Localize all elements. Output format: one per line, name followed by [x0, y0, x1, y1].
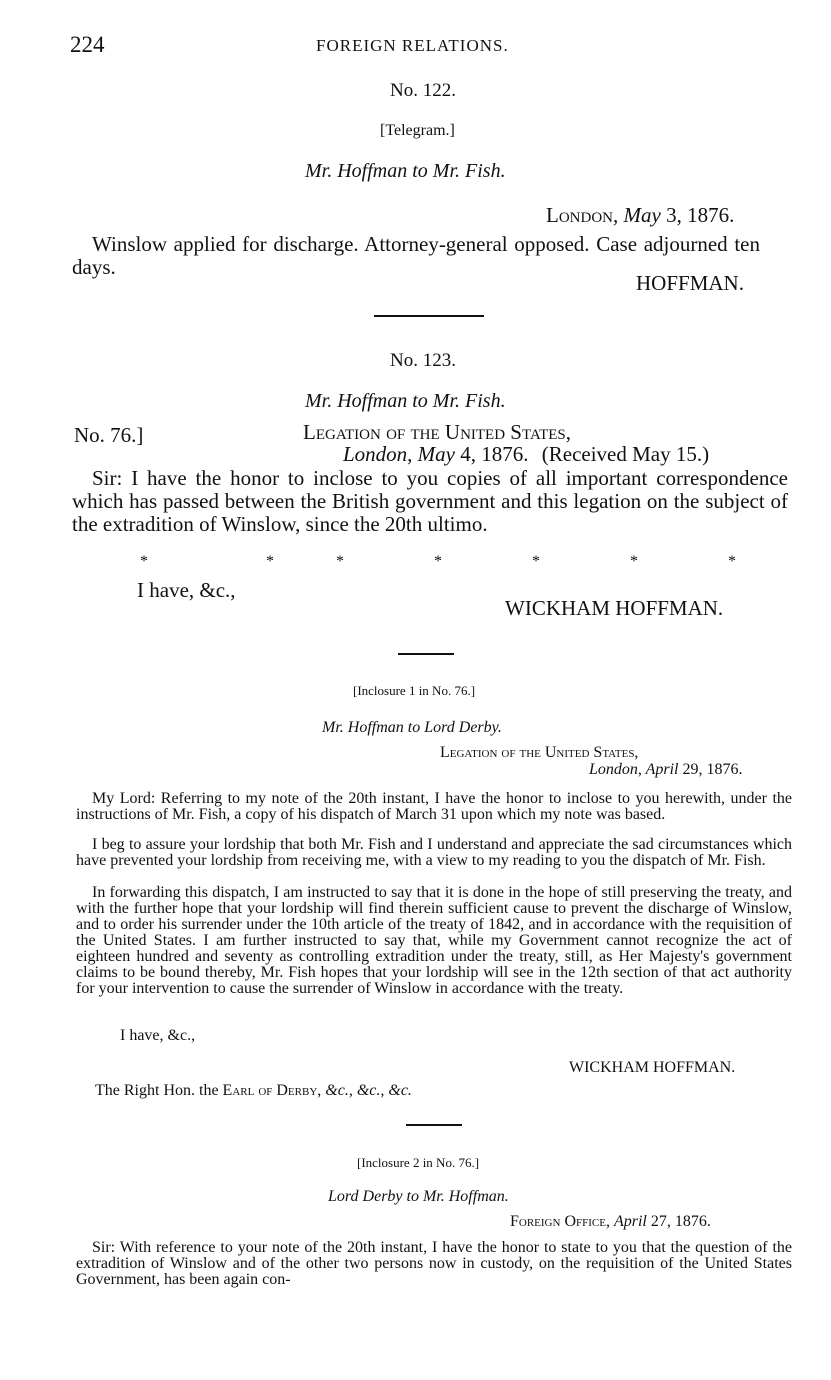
inclosure1-label: [Inclosure 1 in No. 76.]: [353, 683, 476, 698]
inclosure1-para2: I beg to assure your lordship that both Mr. Fish and I understand and appreciate the sad circumstances which have prevented your lordship from receiving me, with a view to my reading to you the dispatch of Mr. Fish.: [76, 836, 792, 869]
doc123-legation: Legation of the United States,: [303, 420, 572, 444]
divider-1: [374, 315, 484, 317]
inclosure2-date-rest: 27, 1876.: [650, 1213, 711, 1230]
inclosure1-para1: My Lord: Referring to my note of the 20th instant, I have the honor to inclose to you herewith, under the instructions of Mr. Fish, a copy of his dispatch of March 31 upon which my note was based.: [76, 790, 792, 823]
doc123-body: Sir: I have the honor to inclose to you copies of all important correspondence which has passed between the British government and this legation on the subject of the extradition of Winslow, since the 20th ultimo.: [72, 466, 788, 536]
inclosure1-heading: Mr. Hoffman to Lord Derby.: [322, 719, 502, 736]
doc122-date-rest: 3, 1876.: [666, 203, 735, 227]
inclosure2-date-month: April: [613, 1213, 647, 1230]
inclosure1-para3: In forwarding this dispatch, I am instructed to say that it is done in the hope of still preserving the treaty, and with the further hope that your lordship will find therein sufficient cause to prevent the discharge of Winslow, and to order his surrender under the 10th article of the treaty of 1842, and in accordance with the requisition of the United States. I am further instructed to say that, while my Government cannot recognize the act of eighteen hundred and seventy as controlling extradition under the treaty, still, as Her Majesty's government claims to be bound thereby, Mr. Fish hopes that your lordship will see in the 12th section of that act authority for your intervention to cause the surrender of Winslow in accordance with the treaty.: [76, 884, 792, 997]
doc123-date-rest: 4, 1876.: [460, 442, 529, 466]
addressee-name: Earl of Derby,: [222, 1082, 322, 1099]
doc122-number: No. 122.: [390, 80, 456, 101]
page-number: 224: [70, 32, 105, 57]
doc123-signature: WICKHAM HOFFMAN.: [505, 596, 724, 620]
addressee-etc: &c., &c., &c.: [325, 1082, 412, 1099]
running-title: FOREIGN RELATIONS.: [316, 36, 509, 55]
doc122-place: London,: [546, 203, 619, 227]
inclosure2-heading: Lord Derby to Mr. Hoffman.: [328, 1188, 509, 1205]
inclosure2-label: [Inclosure 2 in No. 76.]: [357, 1155, 480, 1170]
doc123-closing: I have, &c.,: [137, 578, 236, 602]
addressee-prefix: The Right Hon. the: [95, 1082, 219, 1099]
inclosure1-place-date: London, April: [589, 761, 679, 778]
divider-3: [406, 1124, 462, 1126]
doc123-dateline: [343, 443, 709, 466]
inclosure1-legation: Legation of the United States,: [440, 744, 639, 761]
doc123-dispatch-no: No. 76.]: [74, 423, 144, 447]
doc122-body: Winslow applied for discharge. Attorney-general opposed. Case adjourned ten days.: [72, 232, 760, 279]
doc122-signature: HOFFMAN.: [636, 271, 744, 295]
omission-stars: * * * * * * *: [140, 553, 736, 570]
inclosure1-signature: WICKHAM HOFFMAN.: [569, 1059, 736, 1076]
divider-2: [398, 653, 454, 655]
inclosure2-office: Foreign Office,: [510, 1213, 610, 1230]
doc123-place-date: London, May: [343, 442, 455, 466]
doc123-number: No. 123.: [390, 350, 456, 371]
inclosure1-dateline: [589, 762, 743, 778]
inclosure2-dateline: [510, 1214, 711, 1230]
inclosure1-closing: I have, &c.,: [120, 1027, 196, 1044]
doc123-received: (Received May 15.): [541, 442, 710, 466]
doc122-heading: Mr. Hoffman to Mr. Fish.: [305, 160, 506, 182]
doc123-heading: Mr. Hoffman to Mr. Fish.: [305, 390, 506, 412]
doc122-kind: [Telegram.]: [380, 122, 455, 139]
inclosure2-para1: Sir: With reference to your note of the 20th instant, I have the honor to state to you that the question of the extradition of Winslow and of the other two persons now in custody, on the requisition of the United States Government, has been again con-: [76, 1239, 792, 1288]
doc122-dateline: [546, 204, 734, 227]
doc122-date-month: May: [623, 203, 661, 227]
inclosure1-date-rest: 29, 1876.: [682, 761, 743, 778]
inclosure1-addressee: [95, 1083, 412, 1099]
